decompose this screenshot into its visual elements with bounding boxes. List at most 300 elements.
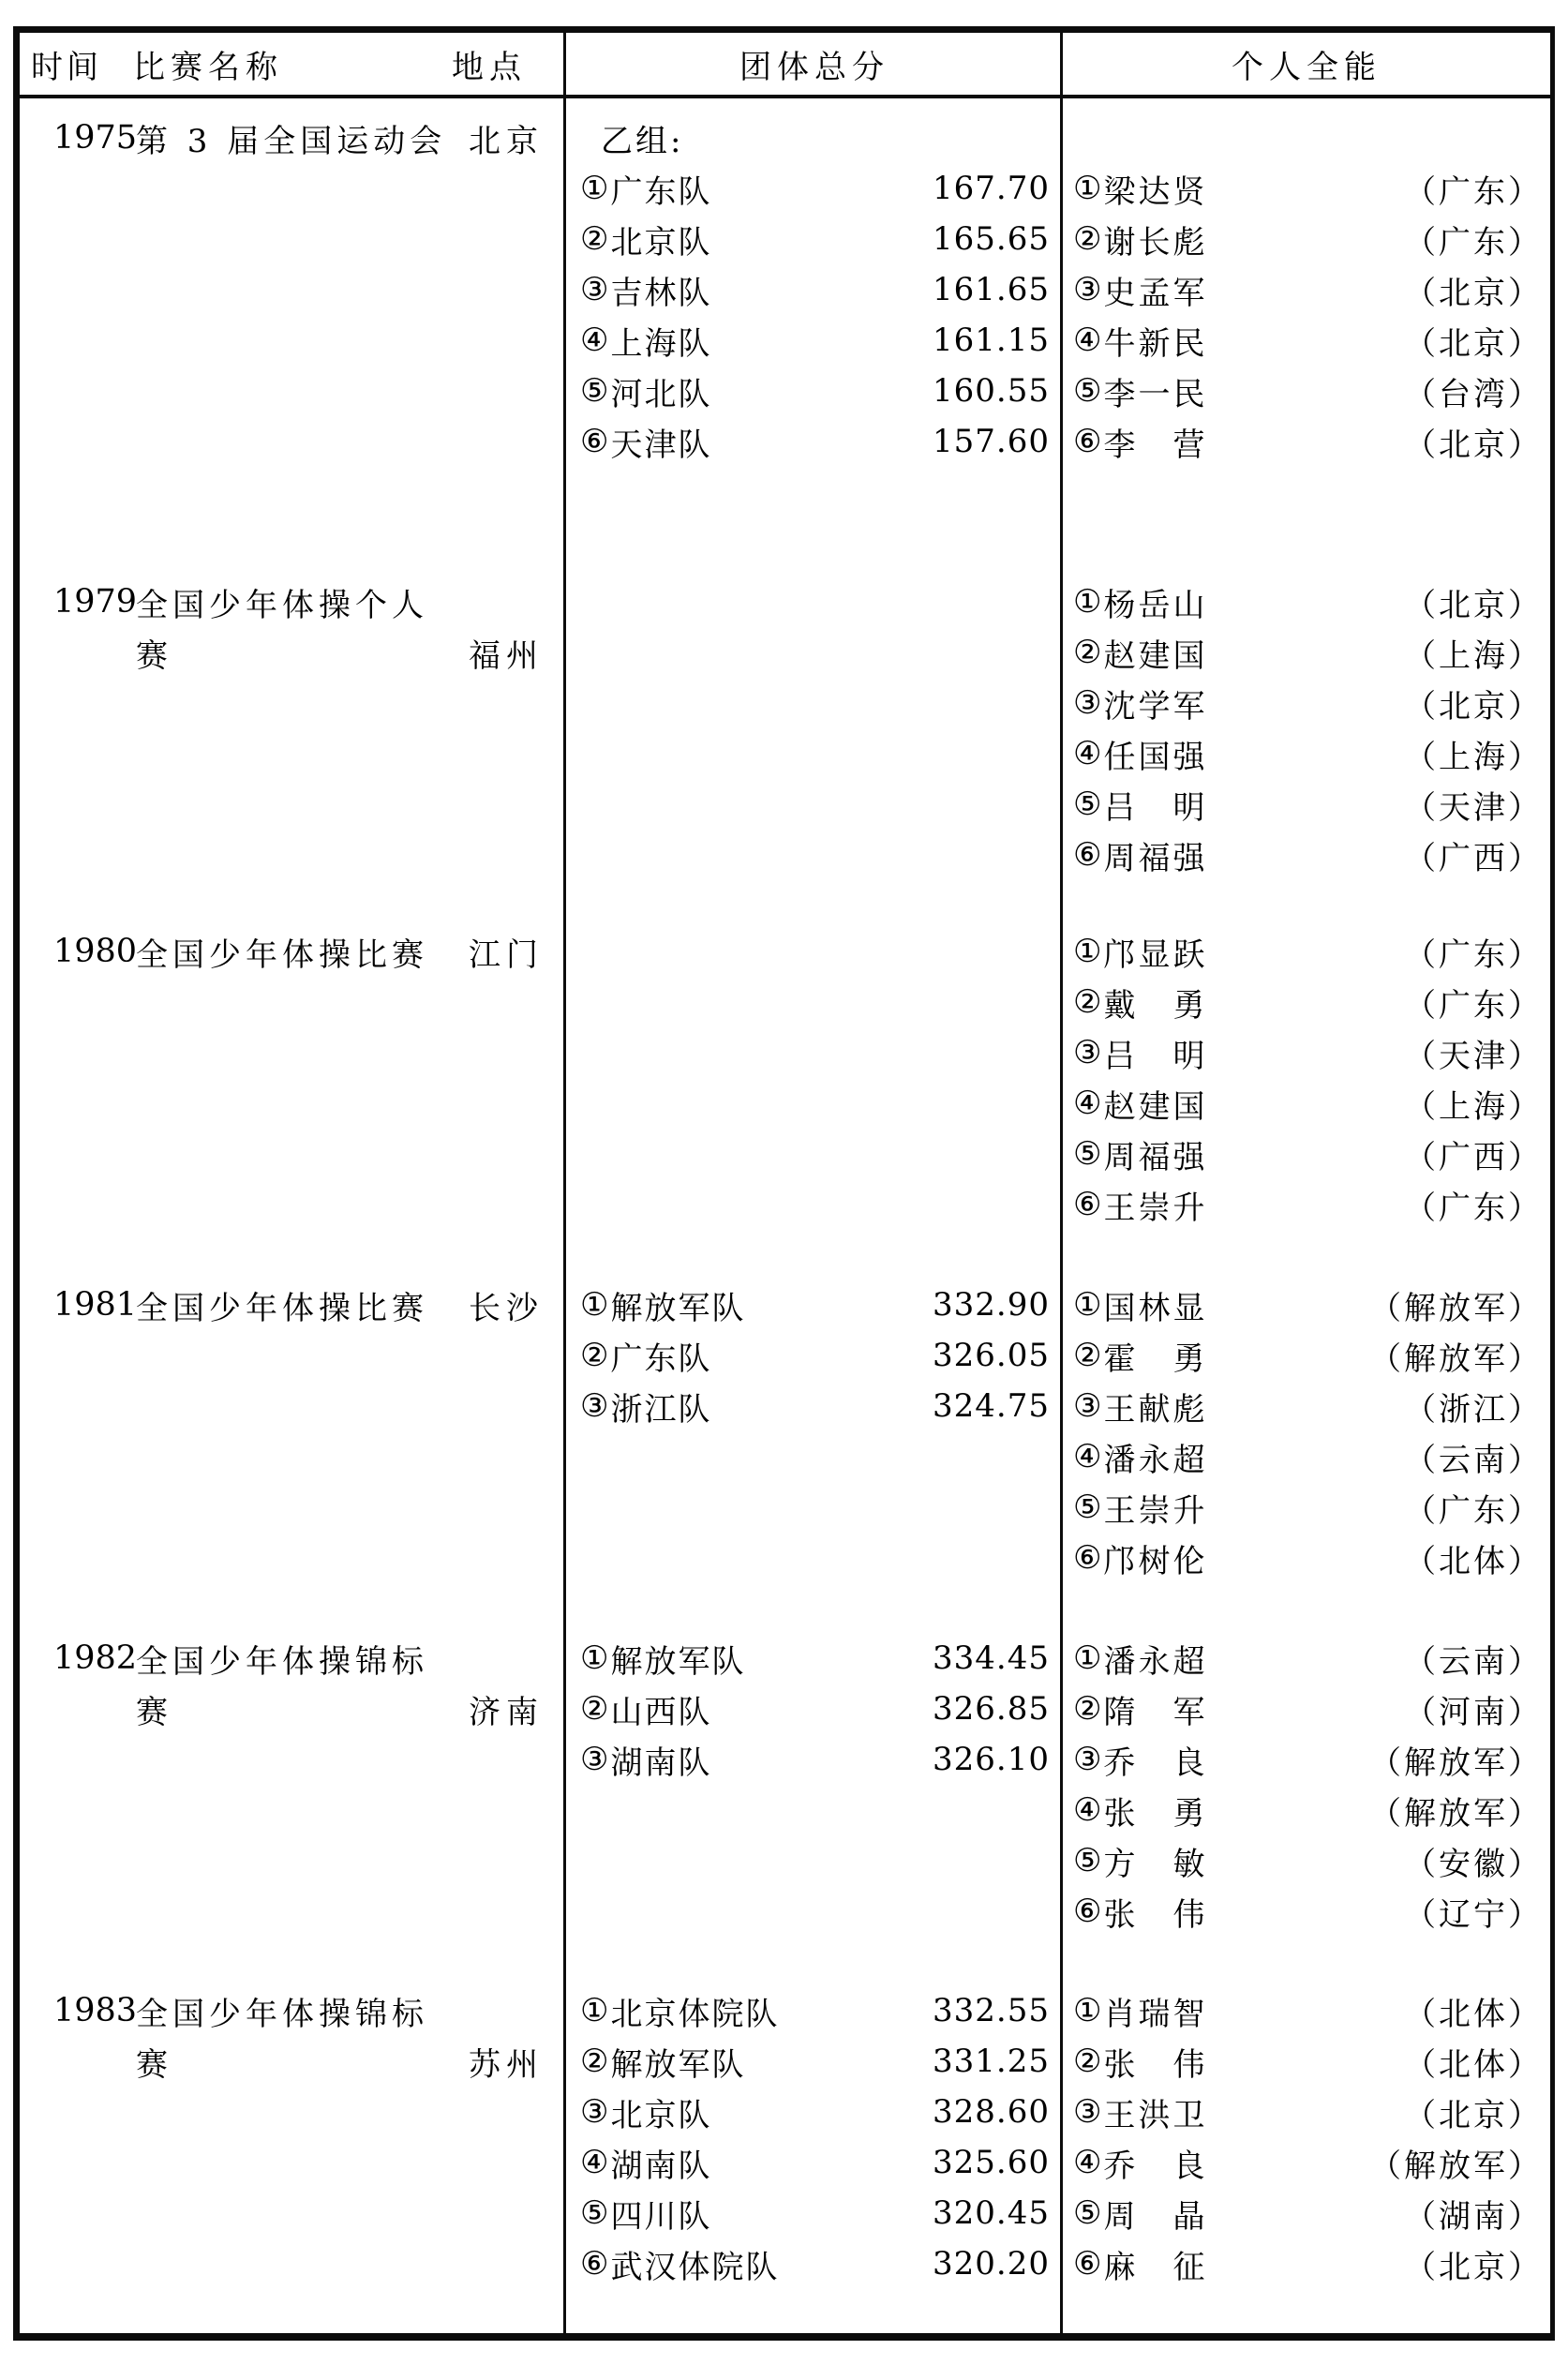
team-rank: ⑥ [580,423,609,460]
individual-name: 王洪卫 [1103,2096,1208,2134]
event-line-2 [20,627,566,678]
team-rank: ① [580,1639,609,1677]
individual-name: 乔 良 [1103,1744,1208,1782]
team-total-cell [566,1633,1063,1937]
left-cell [20,112,566,467]
event-line-1 [20,576,566,627]
empty-line [566,1482,1063,1533]
individual-entry [1063,1280,1550,1330]
left-cell [20,926,566,1230]
individual-entry [1063,1179,1550,1230]
empty-line [20,728,566,779]
individual-name: 张 伟 [1103,2045,1208,2084]
individual-province: （北京） [1404,2096,1543,2134]
individual-province: （北体） [1404,1542,1543,1580]
team-name: 解放军队 [610,1289,746,1327]
team-name: 北京队 [610,223,712,262]
event-name-wrap: 赛 [136,2045,172,2084]
team-score: 165.65 [933,220,1050,258]
individual-rank: ④ [1073,735,1102,772]
individual-rank: ④ [1073,1085,1102,1122]
empty-line [20,1785,566,1835]
empty-line [566,1835,1063,1886]
team-rank: ② [580,1690,609,1728]
individual-province: （广东） [1404,172,1543,211]
left-cell [20,1985,566,2289]
individual-entry [1063,1027,1550,1078]
individual-rank: ⑤ [1073,1489,1102,1526]
empty-line [566,627,1063,678]
empty-line [20,1027,566,1078]
individual-name: 吕 明 [1103,1037,1208,1075]
individual-rank: ③ [1073,684,1102,722]
year-row-1980 [20,926,1550,1230]
team-name: 湖南队 [610,1744,712,1782]
header-left-group [20,33,566,95]
team-name: 天津队 [610,426,712,464]
individual-province: （广西） [1404,839,1543,877]
individual-cell [1063,112,1550,467]
individual-entry [1063,977,1550,1027]
individual-rank: ⑤ [1073,786,1102,823]
team-rank: ⑤ [580,372,609,410]
event-place: 济南 [469,1693,544,1731]
team-entry [566,214,1063,264]
individual-entry [1063,2188,1550,2238]
individual-name: 邝树伦 [1103,1542,1208,1580]
team-rank: ③ [580,1741,609,1778]
empty-line [20,678,566,728]
individual-entry [1063,1734,1550,1785]
team-score: 326.05 [933,1337,1050,1374]
team-score: 161.15 [933,322,1050,359]
individual-rank: ① [1073,170,1102,207]
individual-name: 李 营 [1103,426,1208,464]
individual-entry [1063,576,1550,627]
individual-province: （云南） [1404,1441,1543,1479]
individual-entry [1063,2137,1550,2188]
team-rank: ③ [580,1387,609,1425]
team-rank: ① [580,1286,609,1324]
team-name: 上海队 [610,324,712,363]
team-name: 山西队 [610,1693,712,1731]
team-score: 157.60 [933,423,1050,460]
team-score: 334.45 [933,1639,1050,1677]
individual-entry [1063,1835,1550,1886]
event-line-2 [20,2036,566,2087]
individual-rank: ① [1073,933,1102,970]
results-table [13,26,1555,2341]
team-entry [566,2036,1063,2087]
empty-line [20,163,566,214]
team-score: 167.70 [933,170,1050,207]
year-cell: 1983 [53,1992,138,2029]
team-name: 北京队 [610,2096,712,2134]
empty-line [566,926,1063,977]
individual-province: （解放军） [1369,1340,1543,1378]
individual-name: 方 敏 [1103,1845,1208,1883]
individual-province: （广东） [1404,1189,1543,1227]
individual-name: 邝显跃 [1103,936,1208,974]
empty-line [20,2137,566,2188]
individual-province: （天津） [1404,788,1543,827]
left-cell [20,1633,566,1937]
individual-entry [1063,264,1550,315]
empty-line [20,830,566,880]
empty-line [566,1027,1063,1078]
team-name: 广东队 [610,1340,712,1378]
empty-line [20,2238,566,2289]
empty-line [566,1179,1063,1230]
team-name: 广东队 [610,172,712,211]
individual-rank: ③ [1073,271,1102,308]
individual-rank: ⑤ [1073,1135,1102,1173]
individual-rank: ④ [1073,1791,1102,1829]
individual-entry [1063,2238,1550,2289]
team-entry [566,1684,1063,1734]
team-score: 160.55 [933,372,1050,410]
group-label: 乙组: [601,122,684,160]
individual-cell [1063,576,1550,880]
team-name: 浙江队 [610,1390,712,1429]
empty-line [20,2188,566,2238]
empty-line [20,1482,566,1533]
individual-name: 王崇升 [1103,1189,1208,1227]
empty-line [20,416,566,467]
individual-entry [1063,214,1550,264]
individual-rank: ⑥ [1073,836,1102,874]
individual-rank: ⑥ [1073,423,1102,460]
empty-line [566,830,1063,880]
header-team-total: 团体总分 [739,48,889,86]
individual-entry [1063,163,1550,214]
individual-entry [1063,2036,1550,2087]
team-name: 北京体院队 [610,1995,780,2033]
team-score: 328.60 [933,2093,1050,2131]
team-total-cell [566,576,1063,880]
event-name: 全国少年体操锦标 [136,1995,428,2033]
individual-province: （云南） [1404,1642,1543,1681]
year-cell: 1980 [53,933,138,970]
individual-cell [1063,926,1550,1230]
event-place: 北京 [469,122,544,160]
individual-province: （天津） [1404,1037,1543,1075]
individual-cell [1063,1280,1550,1583]
team-score: 325.60 [933,2144,1050,2181]
team-rank: ② [580,2043,609,2080]
empty-line [566,576,1063,627]
individual-province: （广东） [1404,1491,1543,1530]
event-name: 全国少年体操比赛 [136,1289,428,1327]
team-score: 320.45 [933,2194,1050,2232]
individual-rank: ⑥ [1073,2245,1102,2283]
individual-province: （解放军） [1369,1794,1543,1833]
individual-entry [1063,1785,1550,1835]
individual-rank: ③ [1073,1034,1102,1071]
individual-entry [1063,1684,1550,1734]
individual-entry [1063,1482,1550,1533]
team-score: 331.25 [933,2043,1050,2080]
empty-line [20,977,566,1027]
empty-line [566,1886,1063,1937]
individual-name: 赵建国 [1103,636,1208,675]
team-entry [566,264,1063,315]
individual-province: （广东） [1404,223,1543,262]
individual-name: 梁达贤 [1103,172,1208,211]
individual-cell [1063,1985,1550,2289]
individual-rank: ② [1073,1690,1102,1728]
individual-province: （解放军） [1369,2147,1543,2185]
event-name: 全国少年体操个人 [136,586,428,624]
team-total-cell [566,112,1063,467]
event-line-2 [20,1684,566,1734]
individual-entry [1063,1330,1550,1381]
team-total-cell [566,1985,1063,2289]
team-total-cell [566,926,1063,1230]
individual-province: （北体） [1404,1995,1543,2033]
event-line-1 [20,112,566,163]
header-time: 时间 [31,48,102,86]
team-score: 320.20 [933,2245,1050,2283]
empty-line [20,366,566,416]
team-rank: ② [580,220,609,258]
event-place: 江门 [469,936,544,974]
team-entry [566,1734,1063,1785]
individual-entry [1063,315,1550,366]
individual-province: （上海） [1404,738,1543,776]
team-entry [566,416,1063,467]
individual-name: 周福强 [1103,1138,1208,1176]
team-score: 332.90 [933,1286,1050,1324]
year-row-1975 [20,112,1550,467]
individual-rank: ⑥ [1073,1539,1102,1577]
individual-province: （广东） [1404,936,1543,974]
individual-province: （上海） [1404,1087,1543,1126]
event-line-1 [20,1633,566,1684]
team-score: 324.75 [933,1387,1050,1425]
team-rank: ② [580,1337,609,1374]
individual-name: 谢长彪 [1103,223,1208,262]
individual-rank: ① [1073,1992,1102,2029]
year-row-1983 [20,1985,1550,2289]
left-cell [20,1280,566,1583]
empty-line [20,1431,566,1482]
empty-line [20,264,566,315]
individual-rank: ② [1073,1337,1102,1374]
individual-rank: ④ [1073,1438,1102,1475]
individual-entry [1063,2087,1550,2137]
individual-name: 杨岳山 [1103,586,1208,624]
header-individual-all-around: 个人全能 [1232,48,1381,86]
header-place: 地点 [452,48,527,86]
event-name: 全国少年体操比赛 [136,936,428,974]
empty-line [566,1078,1063,1129]
empty-line [20,1835,566,1886]
individual-province: （北京） [1404,426,1543,464]
individual-province: （广东） [1404,986,1543,1025]
empty-line [20,1078,566,1129]
individual-name: 张 伟 [1103,1895,1208,1934]
individual-entry [1063,1533,1550,1583]
individual-name: 张 勇 [1103,1794,1208,1833]
empty-line [566,1533,1063,1583]
event-name: 全国少年体操锦标 [136,1642,428,1681]
empty-line [566,1129,1063,1179]
individual-rank: ⑤ [1073,1842,1102,1879]
empty-line [20,1330,566,1381]
individual-name: 肖瑞智 [1103,1995,1208,2033]
team-rank: ① [580,170,609,207]
individual-rank: ⑤ [1073,2194,1102,2232]
empty-line [566,728,1063,779]
group-label-line [566,112,1063,163]
individual-name: 王献彪 [1103,1390,1208,1429]
individual-rank: ⑥ [1073,1893,1102,1930]
individual-name: 赵建国 [1103,1087,1208,1126]
event-place: 苏州 [469,2045,544,2084]
empty-line [20,1179,566,1230]
individual-province: （河南） [1404,1693,1543,1731]
year-cell: 1982 [53,1639,138,1677]
individual-province: （安徽） [1404,1845,1543,1883]
team-entry [566,1633,1063,1684]
individual-entry [1063,366,1550,416]
empty-line [20,1533,566,1583]
individual-province: （北京） [1404,687,1543,726]
individual-rank: ① [1073,1639,1102,1677]
individual-name: 吕 明 [1103,788,1208,827]
individual-name: 霍 勇 [1103,1340,1208,1378]
individual-entry [1063,1886,1550,1937]
individual-rank: ③ [1073,1387,1102,1425]
individual-province: （广西） [1404,1138,1543,1176]
individual-rank: ② [1073,983,1102,1021]
team-rank: ③ [580,2093,609,2131]
team-name: 武汉体院队 [610,2248,780,2286]
team-rank: ⑥ [580,2245,609,2283]
individual-rank: ② [1073,634,1102,671]
empty-line [20,2087,566,2137]
individual-province: （湖南） [1404,2197,1543,2236]
team-score: 332.55 [933,1992,1050,2029]
individual-name: 牛新民 [1103,324,1208,363]
event-place: 长沙 [469,1289,544,1327]
team-rank: ③ [580,271,609,308]
individual-name: 国林显 [1103,1289,1208,1327]
individual-entry [1063,1985,1550,2036]
event-line-1 [20,1280,566,1330]
individual-entry [1063,779,1550,830]
individual-rank: ② [1073,2043,1102,2080]
individual-rank: ③ [1073,2093,1102,2131]
team-entry [566,1280,1063,1330]
team-rank: ④ [580,2144,609,2181]
empty-line [20,779,566,830]
team-entry [566,2087,1063,2137]
empty-line [566,779,1063,830]
individual-rank: ① [1073,1286,1102,1324]
individual-province: （辽宁） [1404,1895,1543,1934]
team-name: 湖南队 [610,2147,712,2185]
individual-province: （北京） [1404,324,1543,363]
empty-line [566,977,1063,1027]
empty-line [20,214,566,264]
individual-rank: ③ [1073,1741,1102,1778]
individual-province: （台湾） [1404,375,1543,413]
year-cell: 1979 [53,583,138,621]
team-entry [566,2188,1063,2238]
team-entry [566,1330,1063,1381]
team-score: 326.85 [933,1690,1050,1728]
event-line-1 [20,1985,566,2036]
left-cell [20,576,566,880]
individual-rank: ⑥ [1073,1186,1102,1223]
individual-name: 李一民 [1103,375,1208,413]
empty-line [20,1734,566,1785]
empty-line [566,1785,1063,1835]
team-rank: ① [580,1992,609,2029]
year-row-1981 [20,1280,1550,1583]
empty-line [20,315,566,366]
individual-entry [1063,1381,1550,1431]
individual-name: 沈学军 [1103,687,1208,726]
year-row-1982 [20,1633,1550,1937]
team-entry [566,366,1063,416]
team-rank: ⑤ [580,2194,609,2232]
team-entry [566,1381,1063,1431]
event-name: 第 3 届全国运动会 [136,122,447,160]
individual-name: 潘永超 [1103,1642,1208,1681]
event-place: 福州 [469,636,544,675]
individual-name: 麻 征 [1103,2248,1208,2286]
header-event-name: 比赛名称 [133,48,283,86]
empty-line [566,678,1063,728]
individual-entry [1063,1431,1550,1482]
individual-rank: ② [1073,220,1102,258]
empty-line [566,1431,1063,1482]
individual-cell [1063,1633,1550,1937]
empty-line [20,1381,566,1431]
individual-province: （上海） [1404,636,1543,675]
individual-name: 王崇升 [1103,1491,1208,1530]
individual-name: 周福强 [1103,839,1208,877]
individual-name: 乔 良 [1103,2147,1208,2185]
empty-line [20,1129,566,1179]
individual-rank: ⑤ [1073,372,1102,410]
team-entry [566,315,1063,366]
individual-rank: ① [1073,583,1102,621]
team-total-cell [566,1280,1063,1583]
individual-entry [1063,678,1550,728]
team-name: 解放军队 [610,1642,746,1681]
team-entry [566,2137,1063,2188]
individual-province: （解放军） [1369,1744,1543,1782]
individual-entry [1063,830,1550,880]
individual-province: （北体） [1404,2045,1543,2084]
individual-entry [1063,627,1550,678]
individual-province: （浙江） [1404,1390,1543,1429]
individual-province: （北京） [1404,274,1543,312]
individual-name: 戴 勇 [1103,986,1208,1025]
individual-name: 潘永超 [1103,1441,1208,1479]
individual-rank: ④ [1073,322,1102,359]
year-cell: 1981 [53,1286,138,1324]
individual-rank: ④ [1073,2144,1102,2181]
team-name: 四川队 [610,2197,712,2236]
team-entry [566,1985,1063,2036]
team-score: 326.10 [933,1741,1050,1778]
event-name-wrap: 赛 [136,1693,172,1731]
